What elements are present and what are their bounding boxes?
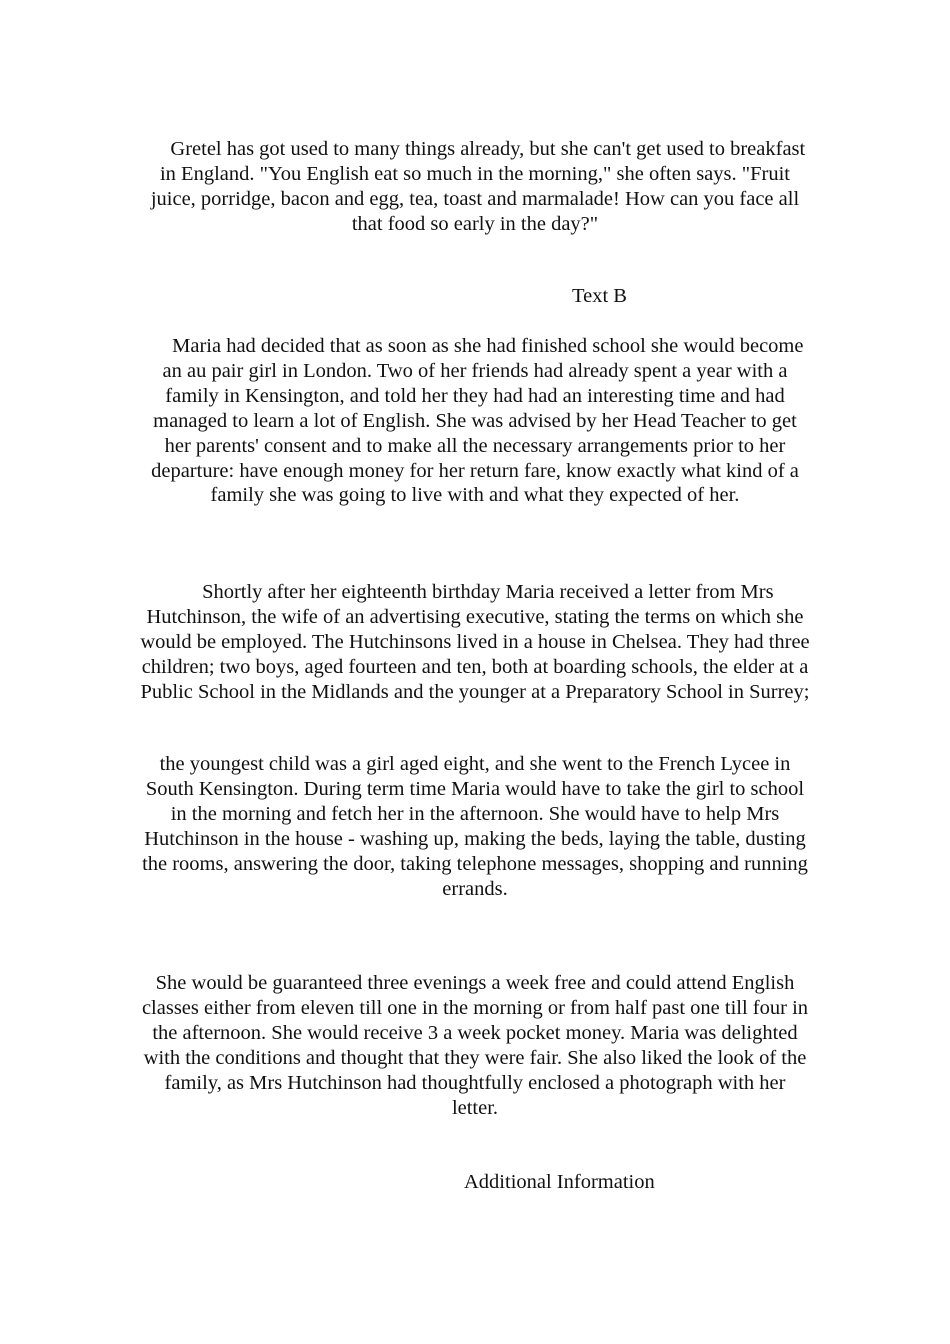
heading-text-b: Text B (572, 285, 627, 307)
paragraph-maria-decision (140, 334, 810, 508)
paragraph-youngest-child: the youngest child was a girl aged eight, and she went to the French Lycee in South Kensington. During term time Maria would have to take the girl to school in the morning and fetch her in the afternoon. She would have to help Mrs Hutchinson in the house - washing up, making the beds, laying the table, dusting the rooms, answering the door, taking telephone messages, shopping and running errands. (142, 753, 808, 900)
paragraph-gretel-text: Gretel has got used to many things already, but she can't get used to breakfast in England. "You English eat so much in the morning," she often says. "Fruit juice, porridge, bacon and egg, tea, toast and marmalade! How can you face all that food so early in the day?" (150, 138, 806, 235)
paragraph-conditions: She would be guaranteed three evenings a week free and could attend English classes either from eleven till one in the morning or from half past one till four in the afternoon. She would receive 3 a week pocket money. Maria was delighted with the conditions and thought that they were fair. She also liked the look of the family, as Mrs Hutchinson had thoughtfully enclosed a photograph with her letter. (141, 972, 809, 1119)
paragraph-maria-decision-text: Maria had decided that as soon as she had finished school she would become an au pair girl in London. Two of her friends had already spent a year with a family in Kensington, and told her they had had an interesting time and had managed to learn a lot of English. She was advised by her Head Teacher to get her parents' consent and to make all the necessary arrangements prior to her departure: have enough money for her return fare, know exactly what kind of a family she was going to live with and what they expected of her. (151, 335, 804, 507)
paragraph-mrs-hutchinson-letter-text: Shortly after her eighteenth birthday Maria received a letter from Mrs Hutchinson, the wife of an advertising executive, stating the terms on which she would be employed. The Hutchinsons lived in a house in Chelsea. They had three children; two boys, aged fourteen and ten, both at boarding schools, the elder at a Public School in the Midlands and the younger at a Preparatory School in Surrey; (140, 581, 810, 703)
paragraph-mrs-hutchinson-letter (140, 580, 810, 705)
paragraph-gretel-breakfast (140, 137, 810, 237)
heading-additional-information: Additional Information (464, 1171, 655, 1193)
